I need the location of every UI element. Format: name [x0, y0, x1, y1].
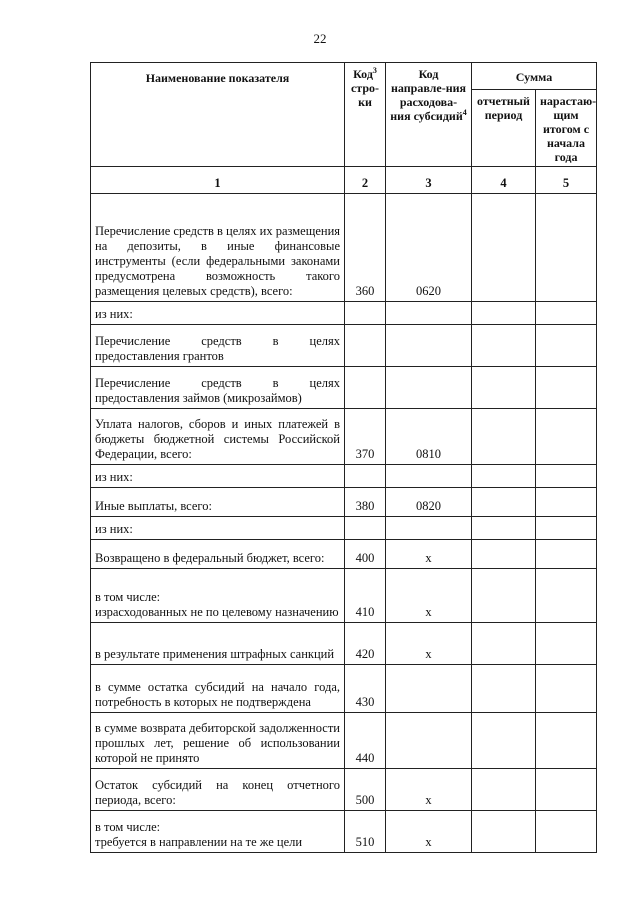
table-row	[91, 465, 597, 488]
table-row	[91, 540, 597, 569]
cumulative-value	[536, 665, 597, 713]
cumulative-value	[536, 465, 597, 488]
expense-code: 0620	[386, 194, 472, 302]
table-row	[91, 325, 597, 367]
table-row	[91, 194, 597, 302]
indicator-text: израсходованных не по целевому назначению	[95, 605, 339, 619]
table-row	[91, 713, 597, 769]
table-row	[91, 569, 597, 623]
table-row	[91, 769, 597, 811]
table-row	[91, 302, 597, 325]
line-code	[345, 517, 386, 540]
indicator-text: из них:	[95, 307, 133, 321]
line-code: 430	[345, 665, 386, 713]
expense-code: x	[386, 569, 472, 623]
indicator-text: Перечисление средств в целях предоставления грантов	[95, 334, 340, 363]
column-number: 1	[91, 167, 345, 194]
indicator-name	[91, 367, 345, 409]
indicator-text: в результате применения штрафных санкций	[95, 647, 335, 661]
expense-code: 0810	[386, 409, 472, 465]
indicator-name	[91, 488, 345, 517]
indicator-name	[91, 769, 345, 811]
indicator-text: из них:	[95, 522, 133, 536]
line-code	[345, 367, 386, 409]
reporting-period-value	[472, 769, 536, 811]
column-number: 3	[386, 167, 472, 194]
indicator-text: Остаток субсидий на конец отчетного периода, всего:	[95, 778, 340, 807]
header-sum: Сумма	[472, 63, 597, 90]
indicator-name	[91, 517, 345, 540]
table-row	[91, 409, 597, 465]
indicator-text: Перечисление средств в целях предоставления займов (микрозаймов)	[95, 376, 340, 405]
reporting-period-value	[472, 569, 536, 623]
line-code	[345, 302, 386, 325]
indicator-text: в сумме остатка субсидий на начало года, потребность в которых не подтверждена	[95, 680, 340, 709]
cumulative-value	[536, 769, 597, 811]
indicator-name	[91, 665, 345, 713]
indicator-name	[91, 194, 345, 302]
indicator-name	[91, 302, 345, 325]
reporting-period-value	[472, 194, 536, 302]
expense-code: x	[386, 811, 472, 853]
line-code: 420	[345, 623, 386, 665]
indicator-name	[91, 811, 345, 853]
expense-code	[386, 665, 472, 713]
indicator-text: из них:	[95, 470, 133, 484]
header-code-line: Код$^3$ стро-ки	[345, 63, 386, 167]
page-number: 22	[313, 31, 327, 46]
header-indicator: Наименование показателя	[91, 63, 345, 167]
reporting-period-value	[472, 623, 536, 665]
line-code	[345, 325, 386, 367]
column-number: 5	[536, 167, 597, 194]
header-reporting-period: отчетный период	[472, 90, 536, 167]
table-row	[91, 367, 597, 409]
line-code: 510	[345, 811, 386, 853]
reporting-period-value	[472, 811, 536, 853]
indicator-name	[91, 325, 345, 367]
column-number: 4	[472, 167, 536, 194]
header-cumulative: нарастаю-щим итогом с начала года	[536, 90, 597, 167]
reporting-period-value	[472, 302, 536, 325]
expense-code	[386, 517, 472, 540]
cumulative-value	[536, 517, 597, 540]
header-code-expense: Код направле-ния расходова-ния субсидий$^4$	[386, 63, 472, 167]
line-code: 500	[345, 769, 386, 811]
cumulative-value	[536, 367, 597, 409]
cumulative-value	[536, 194, 597, 302]
line-code: 370	[345, 409, 386, 465]
column-number: 2	[345, 167, 386, 194]
cumulative-value	[536, 623, 597, 665]
cumulative-value	[536, 540, 597, 569]
expense-code: x	[386, 623, 472, 665]
subsidy-report-table	[90, 62, 597, 853]
line-code: 440	[345, 713, 386, 769]
reporting-period-value	[472, 540, 536, 569]
cumulative-value	[536, 811, 597, 853]
header-row-1	[91, 63, 597, 90]
cumulative-value	[536, 713, 597, 769]
expense-code: x	[386, 769, 472, 811]
reporting-period-value	[472, 488, 536, 517]
cumulative-value	[536, 302, 597, 325]
line-code: 410	[345, 569, 386, 623]
indicator-name	[91, 569, 345, 623]
reporting-period-value	[472, 713, 536, 769]
column-number-row	[91, 167, 597, 194]
indicator-text: требуется в направлении на те же цели	[95, 835, 303, 849]
table-row	[91, 811, 597, 853]
table-row	[91, 488, 597, 517]
indicator-text: Перечисление средств в целях их размещения на депозиты, в иные финансовые инструменты (если федеральными законами предусмотрена возможность такого размещения целевых средств), всего:	[95, 224, 341, 298]
expense-code	[386, 302, 472, 325]
indicator-name	[91, 623, 345, 665]
table-row	[91, 623, 597, 665]
cumulative-value	[536, 569, 597, 623]
reporting-period-value	[472, 367, 536, 409]
expense-code: x	[386, 540, 472, 569]
reporting-period-value	[472, 465, 536, 488]
indicator-name	[91, 540, 345, 569]
reporting-period-value	[472, 409, 536, 465]
expense-code: 0820	[386, 488, 472, 517]
expense-code	[386, 713, 472, 769]
line-code: 360	[345, 194, 386, 302]
indicator-intro: в том числе:	[95, 590, 161, 604]
indicator-text: Возвращено в федеральный бюджет, всего:	[95, 551, 325, 565]
reporting-period-value	[472, 517, 536, 540]
line-code	[345, 465, 386, 488]
indicator-text: Уплата налогов, сборов и иных платежей в бюджеты бюджетной системы Российской Федерации, всего:	[95, 417, 340, 461]
cumulative-value	[536, 488, 597, 517]
cumulative-value	[536, 409, 597, 465]
table-row	[91, 665, 597, 713]
indicator-text: Иные выплаты, всего:	[95, 499, 212, 513]
indicator-name	[91, 409, 345, 465]
cumulative-value	[536, 325, 597, 367]
indicator-text: в сумме возврата дебиторской задолженности прошлых лет, решение об использовании которой не принято	[95, 721, 340, 765]
expense-code	[386, 325, 472, 367]
reporting-period-value	[472, 325, 536, 367]
expense-code	[386, 465, 472, 488]
line-code: 400	[345, 540, 386, 569]
expense-code	[386, 367, 472, 409]
table-row	[91, 517, 597, 540]
indicator-name	[91, 713, 345, 769]
reporting-period-value	[472, 665, 536, 713]
line-code: 380	[345, 488, 386, 517]
indicator-intro: в том числе:	[95, 820, 161, 834]
indicator-name	[91, 465, 345, 488]
